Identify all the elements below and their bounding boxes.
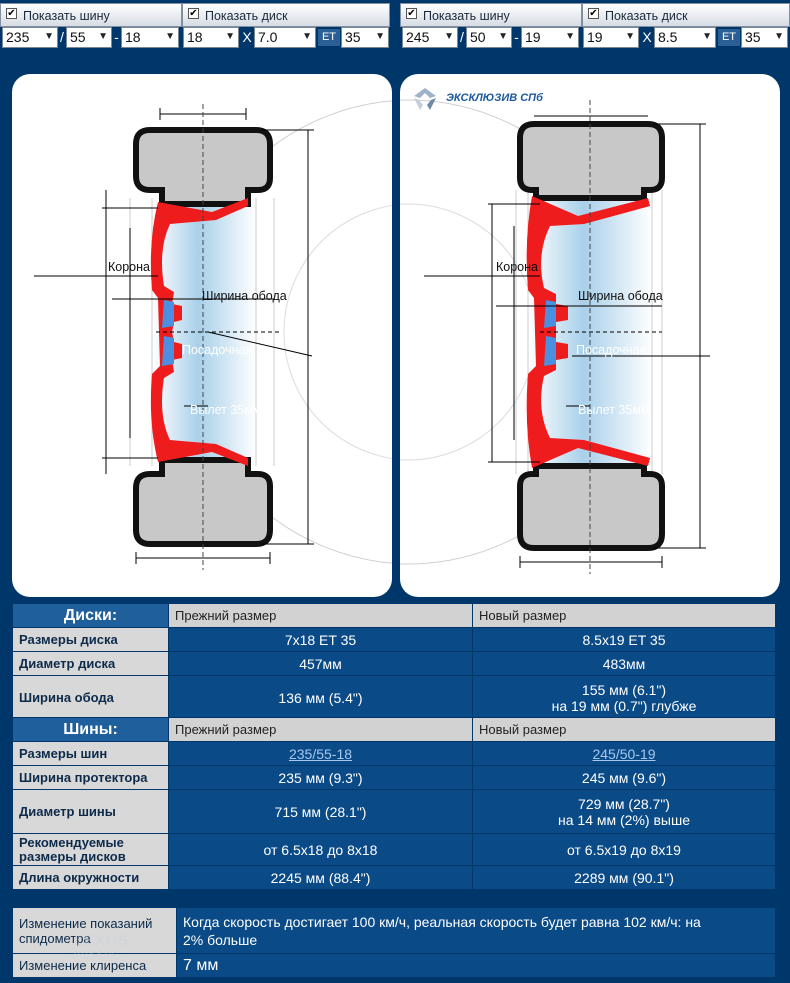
tires-title: Шины: bbox=[13, 718, 169, 742]
row-label: Рекомендуемые размеры дисков bbox=[13, 834, 169, 866]
label-width: Ширина обода bbox=[578, 289, 663, 303]
left-disk-width-select[interactable]: 7.0 ▼ bbox=[254, 27, 316, 48]
right-controls bbox=[400, 0, 790, 50]
chevron-down-icon: ▼ bbox=[98, 31, 108, 42]
chevron-down-icon: ▼ bbox=[225, 31, 235, 42]
disks-title: Диски: bbox=[13, 604, 169, 628]
slash-separator: / bbox=[460, 29, 464, 45]
x-separator: X bbox=[242, 29, 252, 45]
check-icon[interactable]: ✔ bbox=[7, 8, 16, 19]
new-value: 483мм bbox=[473, 652, 776, 676]
disks-header-row bbox=[13, 604, 776, 628]
row-label: Ширина обода bbox=[13, 676, 169, 720]
tires-col-old: Прежний размер bbox=[169, 718, 473, 742]
wheel-outline bbox=[284, 204, 392, 460]
new-value: 2289 мм (90.1") bbox=[473, 866, 776, 890]
label-seat: Посадочная bbox=[182, 343, 253, 357]
speedo-text: Когда скорость достигает 100 км/ч, реальная скорость будет равна 102 км/ч: на 2% больше bbox=[177, 908, 776, 954]
tires-col-new: Новый размер bbox=[473, 718, 776, 742]
left-show-tire[interactable]: ✔ Показать шину bbox=[0, 3, 182, 27]
row-label: Размеры диска bbox=[13, 628, 169, 652]
chevron-down-icon: ▼ bbox=[702, 31, 712, 42]
check-icon[interactable]: ✔ bbox=[589, 8, 598, 19]
chevron-down-icon: ▼ bbox=[565, 31, 575, 42]
right-et-select[interactable]: 35 ▼ bbox=[741, 27, 788, 48]
left-tire-diameter-select[interactable]: 18 ▼ bbox=[121, 27, 179, 48]
disks-table bbox=[12, 603, 776, 720]
left-disk-diameter-select[interactable]: 18 ▼ bbox=[183, 27, 239, 48]
clearance-value: 7 мм bbox=[177, 954, 776, 978]
right-show-disk[interactable]: ✔ Показать диск bbox=[582, 3, 790, 27]
left-controls bbox=[0, 0, 392, 50]
tires-table bbox=[12, 717, 776, 890]
et-label: ET bbox=[318, 29, 340, 46]
watermark: LEXUS bbox=[74, 932, 130, 949]
old-value: 715 мм (28.1") bbox=[169, 790, 473, 834]
label-offset: Вылет 35мм bbox=[578, 403, 650, 417]
tire-bottom bbox=[520, 466, 662, 548]
old-value: от 6.5x18 до 8x18 bbox=[169, 834, 473, 866]
table-row bbox=[13, 866, 776, 890]
chevron-down-icon: ▼ bbox=[444, 31, 454, 42]
right-tire-diameter-select[interactable]: 19 ▼ bbox=[521, 27, 579, 48]
label-rim: Корона bbox=[496, 260, 538, 274]
row-label: Ширина протектора bbox=[13, 766, 169, 790]
left-diagram-panel bbox=[12, 74, 392, 597]
table-row bbox=[13, 954, 776, 978]
watermark-sub: RUSSIA bbox=[74, 950, 116, 959]
tires-header-row bbox=[13, 718, 776, 742]
slash-separator: / bbox=[60, 29, 64, 45]
logo-text: ЭКСКЛЮЗИВ СПб bbox=[446, 92, 543, 104]
old-value: 457мм bbox=[169, 652, 473, 676]
check-icon[interactable]: ✔ bbox=[189, 8, 198, 19]
right-tire-profile-select[interactable]: 50 ▼ bbox=[466, 27, 512, 48]
table-row bbox=[13, 790, 776, 834]
old-value: 2245 мм (88.4") bbox=[169, 866, 473, 890]
tire-top bbox=[520, 124, 662, 198]
new-value: 245 мм (9.6") bbox=[473, 766, 776, 790]
new-value: 155 мм (6.1") на 19 мм (0.7") глубже bbox=[473, 676, 776, 720]
table-row bbox=[13, 628, 776, 652]
old-value: 7x18 ET 35 bbox=[169, 628, 473, 652]
right-show-tire[interactable]: ✔ Показать шину bbox=[400, 3, 582, 27]
label-width: Ширина обода bbox=[202, 289, 287, 303]
chevron-down-icon: ▼ bbox=[375, 31, 385, 42]
new-value: от 6.5x19 до 8x19 bbox=[473, 834, 776, 866]
chevron-down-icon: ▼ bbox=[44, 31, 54, 42]
row-label: Диаметр диска bbox=[13, 652, 169, 676]
chevron-down-icon: ▼ bbox=[625, 31, 635, 42]
disks-col-new: Новый размер bbox=[473, 604, 776, 628]
label-rim: Корона bbox=[108, 260, 150, 274]
chevron-down-icon: ▼ bbox=[302, 31, 312, 42]
right-diagram-panel bbox=[400, 74, 780, 597]
chevron-down-icon: ▼ bbox=[774, 31, 784, 42]
right-disk-width-select[interactable]: 8.5 ▼ bbox=[654, 27, 716, 48]
check-icon[interactable]: ✔ bbox=[407, 8, 416, 19]
chevron-down-icon: ▼ bbox=[165, 31, 175, 42]
left-et-select[interactable]: 35 ▼ bbox=[341, 27, 389, 48]
brand-logo bbox=[410, 86, 570, 112]
row-label: Изменение показаний спидометра bbox=[13, 908, 177, 954]
disks-col-old: Прежний размер bbox=[169, 604, 473, 628]
left-wheel-diagram bbox=[12, 74, 392, 597]
row-label: Размеры шин bbox=[13, 742, 169, 766]
table-row bbox=[13, 834, 776, 866]
new-value: 729 мм (28.7") на 14 мм (2%) выше bbox=[473, 790, 776, 834]
x-separator: X bbox=[642, 29, 652, 45]
table-row bbox=[13, 652, 776, 676]
table-row bbox=[13, 742, 776, 766]
old-value: 235 мм (9.3") bbox=[169, 766, 473, 790]
right-wheel-diagram bbox=[400, 74, 780, 597]
logo-icon bbox=[410, 86, 440, 112]
old-value: 136 мм (5.4") bbox=[169, 676, 473, 720]
chevron-down-icon: ▼ bbox=[498, 31, 508, 42]
dash-separator: - bbox=[114, 29, 119, 45]
left-tire-profile-select[interactable]: 55 ▼ bbox=[66, 27, 112, 48]
left-show-disk[interactable]: ✔ Показать диск bbox=[182, 3, 390, 27]
label-seat: Посадочная bbox=[576, 343, 647, 357]
row-label: Длина окружности bbox=[13, 866, 169, 890]
new-tire-size-link[interactable]: 245/50-19 bbox=[592, 745, 656, 762]
dash-separator: - bbox=[514, 29, 519, 45]
left-tire-width-select[interactable]: 235 ▼ bbox=[2, 27, 58, 48]
label-offset: Вылет 35мм bbox=[190, 403, 262, 417]
right-tire-width-select[interactable]: 245 ▼ bbox=[402, 27, 458, 48]
right-disk-diameter-select[interactable]: 19 ▼ bbox=[583, 27, 639, 48]
table-row bbox=[13, 676, 776, 720]
new-value: 8.5x19 ET 35 bbox=[473, 628, 776, 652]
row-label: Изменение клиренса bbox=[13, 954, 177, 978]
table-row bbox=[13, 766, 776, 790]
row-label: Диаметр шины bbox=[13, 790, 169, 834]
et-label: ET bbox=[718, 29, 740, 46]
old-tire-size-link[interactable]: 235/55-18 bbox=[288, 745, 353, 762]
